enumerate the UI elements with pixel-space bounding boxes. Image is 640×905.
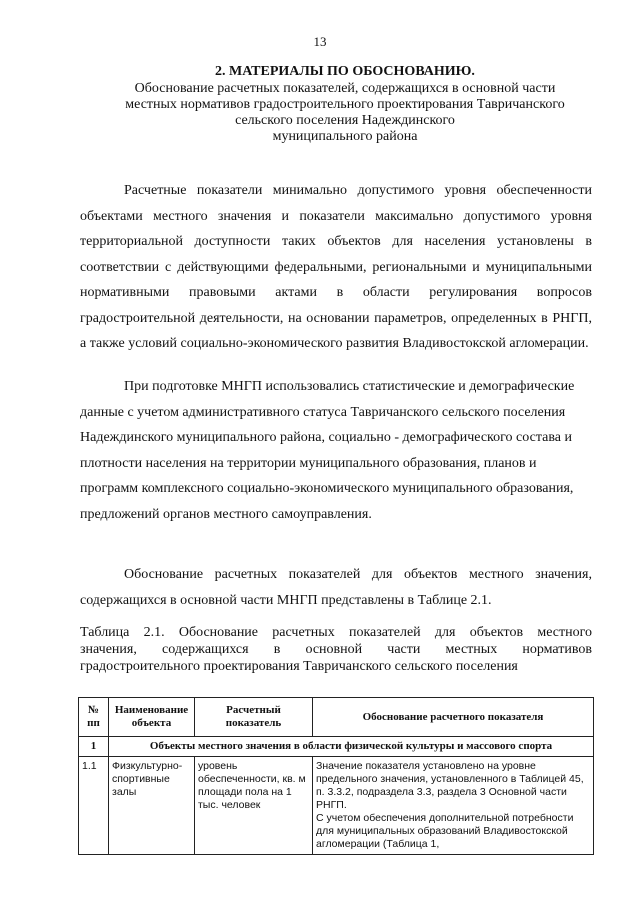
section-title-cell: Объекты местного значения в области физической культуры и массового спорта: [109, 737, 594, 757]
section-number: 1: [79, 737, 109, 757]
table-row: [79, 757, 594, 855]
row-indicator: уровень обеспеченности, кв. м площади пола на 1 тыс. человек: [195, 757, 313, 855]
paragraph: Расчетные показатели минимально допустимого уровня обеспеченности объектами местного значения и показатели максимально допустимого уровня территориальной доступности таких объектов для населения установлены в соответствии с действующими федеральными, региональными и муниципальными нормативными правовыми актами в области регулирования вопросов градостроительной деятельности, на основании параметров, определенных в РНГП, а также условий социально-экономического развития Владивостокской агломерации.: [80, 183, 592, 351]
page-number: 13: [313, 34, 327, 49]
section-heading: [80, 64, 610, 145]
heading-line: сельского поселения Надеждинского: [235, 113, 455, 128]
header-no: № пп: [79, 698, 109, 737]
paragraph: При подготовке МНГП использовались статистические и демографические данные с учетом административного статуса Тавричанского сельского поселения Надеждинского муниципального района, социально - демографического состава и плотности населения на территории муниципального образования, планов и программ комплексного социально-экономического муниципального образования, предложений органов местного самоуправления.: [80, 379, 575, 522]
heading-line: муниципального района: [272, 129, 418, 144]
row-name: Физкультурно-спортивные залы: [109, 757, 195, 855]
caption-line: градостроительного проектирования Тавричанского сельского поселения: [80, 659, 518, 674]
row-justification: [313, 757, 594, 855]
heading-line: Обоснование расчетных показателей, содержащихся в основной части: [134, 81, 556, 96]
heading-line: местных нормативов градостроительного проектирования Тавричанского: [125, 97, 565, 112]
paragraph-block: [80, 562, 592, 613]
header-justification: Обоснование расчетного показателя: [313, 698, 594, 737]
table-section-row: [79, 737, 594, 757]
justification-text: С учетом обеспечения дополнительной потребности для муниципальных образований Владивостокской агломерации (Таблица 1,: [316, 812, 574, 850]
caption-line: Таблица 2.1. Обоснование расчетных показателей для объектов местного: [80, 625, 592, 640]
justification-text: Значение показателя установлено на уровне предельного значения, установленного в Таблицей 45, п. 3.3.2, подраздела 3.3, раздела 3 Основной части РНГП.: [316, 760, 584, 811]
table-header-row: [79, 698, 594, 737]
header-indicator: Расчетный показатель: [195, 698, 313, 737]
caption-line: значения, содержащихся в основной части местных нормативов: [80, 642, 592, 657]
header-name: Наименование объекта: [109, 698, 195, 737]
paragraph-block: [80, 178, 592, 357]
row-number: 1.1: [79, 757, 109, 855]
paragraph: Обоснование расчетных показателей для объектов местного значения, содержащихся в основной части МНГП представлены в Таблице 2.1.: [80, 567, 592, 608]
justification-table: [78, 697, 594, 855]
paragraph-block: [80, 374, 592, 527]
table-caption: [80, 624, 592, 675]
section-title: 2. МАТЕРИАЛЫ ПО ОБОСНОВАНИЮ.: [215, 64, 475, 79]
